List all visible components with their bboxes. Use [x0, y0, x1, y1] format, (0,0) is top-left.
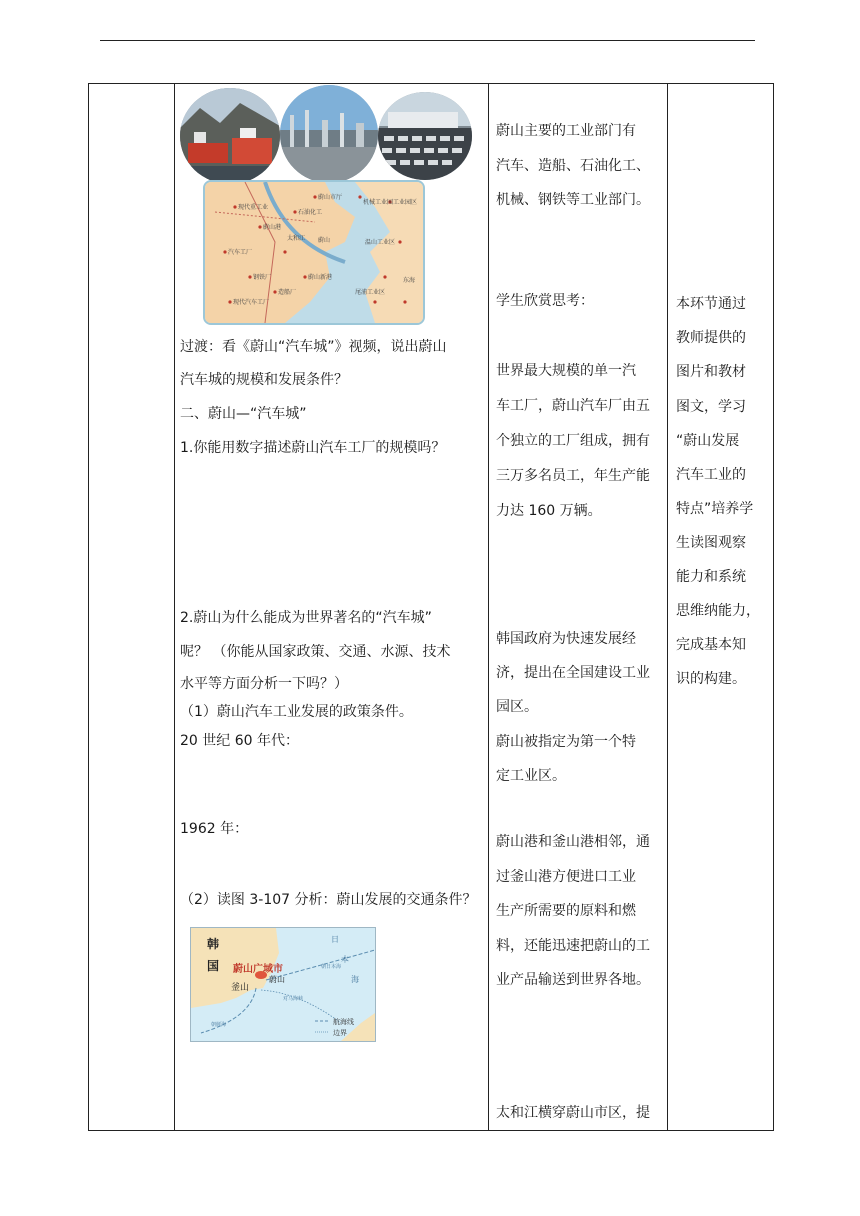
port-answer-line-2: 过釜山港方便进口工业	[496, 869, 636, 885]
map-label-ulsan-city: 蔚山广域市	[233, 964, 283, 975]
legend-sea-route: 航海线	[333, 1018, 354, 1026]
map-label: 太和江	[287, 235, 306, 242]
map-label: 蔚山新港	[308, 274, 333, 281]
section-title: 二、蔚山—“汽车城”	[180, 406, 307, 422]
traffic-question: （2）读图 3-107 分析：蔚山发展的交通条件？	[180, 892, 477, 908]
question-1: 1.你能用数字描述蔚山汽车工厂的规模吗？	[180, 440, 446, 456]
design-line-6: 汽车工业的	[676, 467, 746, 483]
map-label: 现代汽车工厂	[233, 299, 270, 306]
design-line-11: 完成基本知	[676, 637, 746, 653]
port-answer-line-5: 业产品输送到世界各地。	[496, 972, 650, 988]
policy-answer-line-3: 园区。	[496, 699, 538, 715]
ulsan-location-map	[190, 927, 376, 1042]
question-2-line-2: 呢？ （你能从国家政策、交通、水源、技术	[180, 644, 451, 660]
map-label: 石油化工	[298, 209, 323, 216]
scale-line-3: 个独立的工厂组成，拥有	[496, 433, 650, 449]
design-line-1: 本环节通过	[676, 296, 746, 312]
port-answer-line-4: 料，还能迅速把蔚山的工	[496, 938, 650, 954]
map-label-korea-2: 国	[207, 959, 220, 973]
appreciate-label: 学生欣赏思考：	[496, 293, 594, 309]
design-line-8: 生读图观察	[676, 535, 746, 551]
design-line-3: 图片和教材	[676, 364, 746, 380]
column-divider	[174, 84, 175, 1130]
policy-answer-line-1: 韩国政府为快速发展经	[496, 631, 636, 647]
scale-line-4: 三万多名员工，年生产能	[496, 468, 650, 484]
legend-boundary: 边界	[333, 1029, 347, 1037]
map-label: 尾浦工业区	[355, 289, 386, 296]
transition-line-1: 过渡：看《蔚山“汽车城”》视频，说出蔚山	[180, 339, 447, 355]
question-2-line-1: 2.蔚山为什么能成为世界著名的“汽车城”	[180, 610, 432, 626]
map-label-japan-1: 日	[331, 935, 339, 944]
policy-answer-line-5: 定工业区。	[496, 768, 566, 784]
map-label-strait-2: 朝鲜海	[211, 1022, 227, 1028]
map-label-sea-of-japan: 朝日本海	[321, 964, 342, 970]
map-label: 机械工业园	[363, 199, 394, 206]
ulsan-industry-map	[203, 180, 425, 325]
map-label-busan: 釜山	[231, 983, 250, 993]
transition-line-2: 汽车城的规模和发展条件？	[180, 372, 348, 388]
policy-answer-line-4: 蔚山被指定为第一个特	[496, 734, 636, 750]
scale-line-2: 车工厂，蔚山汽车厂由五	[496, 398, 650, 414]
scale-line-1: 世界最大规模的单一汽	[496, 363, 636, 379]
map-label-japan-3: 海	[351, 975, 359, 984]
river-answer: 太和江横穿蔚山市区，提	[496, 1105, 650, 1121]
design-line-2: 教师提供的	[676, 330, 746, 346]
map-label-strait: 对马海峡	[283, 996, 304, 1002]
map-label: 汽车工厂	[228, 249, 253, 256]
policy-question: （1）蔚山汽车工业发展的政策条件。	[180, 704, 413, 720]
industry-line-1: 蔚山主要的工业部门有	[496, 123, 636, 139]
design-line-5: “蔚山发展	[676, 433, 740, 449]
year-1962-label: 1962 年：	[180, 821, 249, 837]
map-label-korea-1: 韩	[207, 937, 220, 951]
page-header-rule	[100, 40, 755, 41]
map-label-japan-2: 本	[341, 955, 349, 964]
design-line-10: 思维纳能力，	[676, 603, 760, 619]
map-label: 蔚山市厅	[318, 194, 343, 201]
map-label: 蔚山港	[263, 224, 282, 231]
policy-answer-line-2: 济，提出在全国建设工业	[496, 665, 650, 681]
map-label: 钢铁厂	[253, 274, 272, 281]
petrochemical-photo	[280, 85, 378, 183]
map-label: 温山工业区	[365, 239, 396, 246]
port-answer-line-3: 生产所需要的原料和燃	[496, 903, 636, 919]
map-label: 蔚山	[318, 237, 331, 244]
era-60s-label: 20 世纪 60 年代：	[180, 733, 299, 749]
column-divider	[488, 84, 489, 1130]
column-divider	[667, 84, 668, 1130]
design-line-9: 能力和系统	[676, 569, 746, 585]
design-line-12: 识的构建。	[676, 671, 746, 687]
shipyard-photo	[180, 88, 280, 184]
question-2-line-3: 水平等方面分析一下吗？）	[180, 676, 348, 692]
scale-line-5: 力达 160 万辆。	[496, 503, 602, 519]
map-label: 东海	[403, 277, 416, 284]
industry-line-3: 机械、钢铁等工业部门。	[496, 192, 650, 208]
map-label: 现代重工业	[238, 204, 269, 211]
map-label: 工业园区	[393, 199, 418, 206]
design-line-7: 特点”培养学	[676, 501, 754, 517]
map-label: 造船厂	[278, 289, 297, 296]
design-line-4: 图文，学习	[676, 399, 746, 415]
port-answer-line-1: 蔚山港和釜山港相邻，通	[496, 834, 650, 850]
industry-line-2: 汽车、造船、石油化工、	[496, 158, 650, 174]
car-lot-photo	[378, 92, 472, 180]
map-label-ulsan: 蔚山	[269, 975, 285, 984]
